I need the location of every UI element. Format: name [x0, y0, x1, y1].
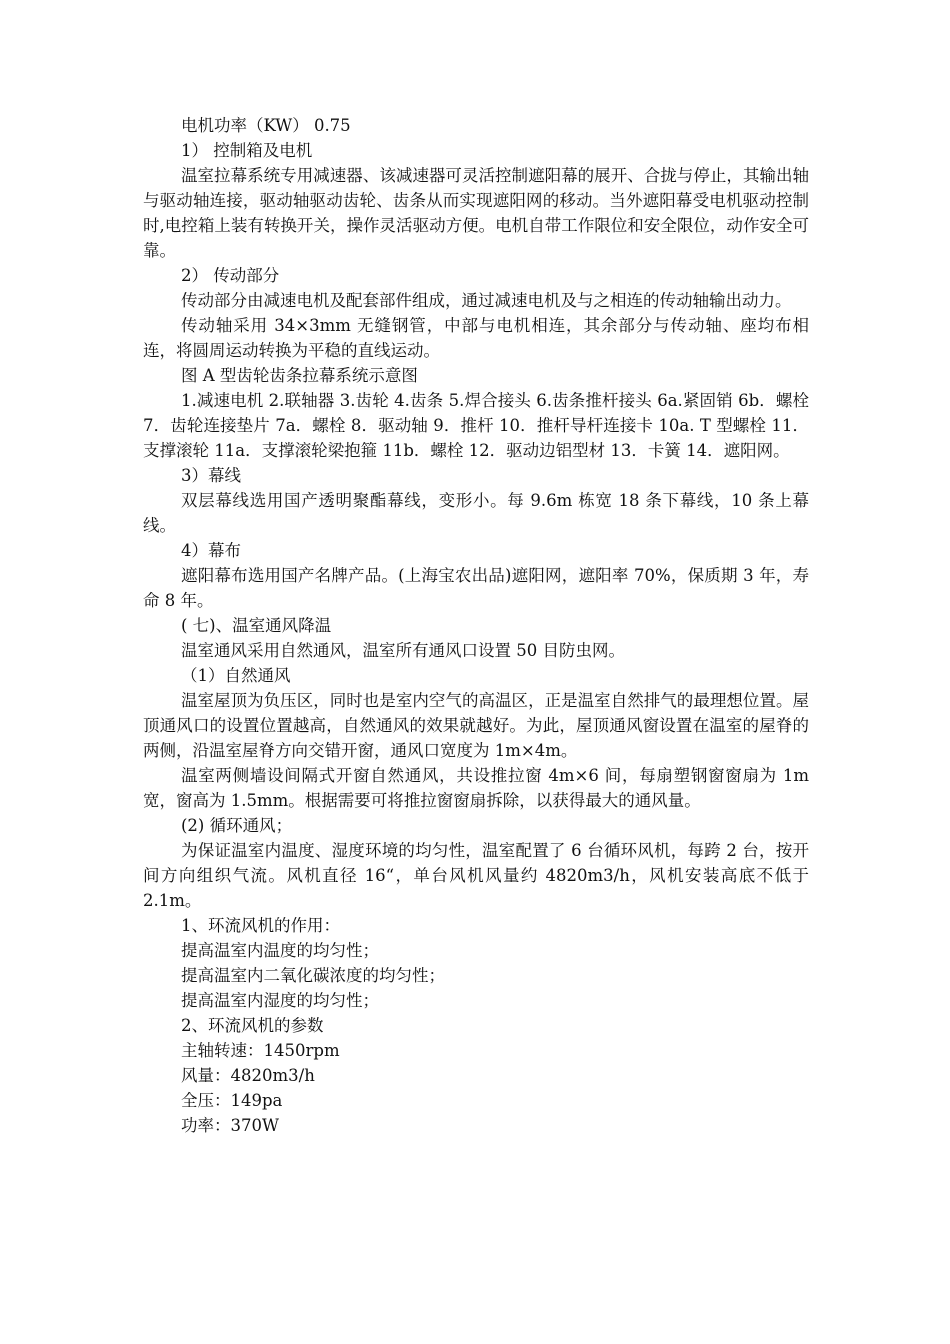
- list-item: 提高温室内湿度的均匀性；: [181, 991, 379, 1010]
- paragraph-curtain-cloth: 遮阳幕布选用国产名牌产品。(上海宝农出品)遮阳网，遮阳率 70%，保质期 3 年，寿命 8 年。: [143, 566, 809, 610]
- parameter-power: 功率：370W: [181, 1116, 279, 1135]
- paragraph-circulation: 为保证温室内温度、湿度环境的均匀性，温室配置了 6 台循环风机，每跨 2 台，按开间方向组织气流。风机直径 16“，单台风机风量约 4820m3/h，风机安装高底不低于 2.1m。: [143, 841, 809, 910]
- paragraph-side-windows: 温室两侧墙设间隔式开窗自然通风，共设推拉窗 4m×6 间，每扇塑钢窗窗扇为 1m 宽，窗高为 1.5mm。根据需要可将推拉窗窗扇拆除，以获得最大的通风量。: [143, 766, 809, 810]
- subsection-heading-circulation: (2) 循环通风；: [181, 816, 293, 835]
- document-body: [143, 113, 809, 1138]
- paragraph-curtain-line: 双层幕线选用国产透明聚酯幕线，变形小。每 9.6m 栋宽 18 条下幕线，10 条上幕线。: [143, 491, 809, 535]
- parameter-air-volume: 风量：4820m3/h: [181, 1066, 315, 1085]
- section-heading-transmission: 2） 传动部分: [181, 266, 280, 285]
- list-heading-fan-functions: 1、环流风机的作用：: [181, 916, 340, 935]
- section-heading-curtain-line: 3）幕线: [181, 466, 241, 485]
- parameter-spindle-speed: 主轴转速：1450rpm: [181, 1041, 340, 1060]
- section-heading-ventilation: ( 七)、温室通风降温: [181, 616, 332, 635]
- figure-legend: 1.减速电机 2.联轴器 3.齿轮 4.齿条 5.焊合接头 6.齿条推杆接头 6a.紧固销 6b．螺栓 7．齿轮连接垫片 7a．螺栓 8．驱动轴 9．推杆 10．推杆导杆连接卡 10a. T 型螺栓 11．支撑滚轮 11a．支撑滚轮梁抱箍 11b．螺栓 12．驱动边铝型材 13．卡簧 14．遮阳网。: [143, 391, 809, 460]
- section-heading-curtain-cloth: 4）幕布: [181, 541, 241, 560]
- list-item: 提高温室内二氧化碳浓度的均匀性；: [181, 966, 445, 985]
- paragraph-transmission: 传动部分由减速电机及配套部件组成，通过减速电机及与之相连的传动轴输出动力。: [181, 291, 792, 310]
- paragraph-drive-shaft: 传动轴采用 34×3mm 无缝钢管，中部与电机相连，其余部分与传动轴、座均布相连，将圆周运动转换为平稳的直线运动。: [143, 316, 809, 360]
- section-heading-control-box: 1） 控制箱及电机: [181, 141, 313, 160]
- motor-power-line: 电机功率（KW） 0.75: [181, 116, 351, 135]
- subsection-heading-natural-ventilation: （1）自然通风: [181, 666, 291, 685]
- list-heading-fan-parameters: 2、环流风机的参数: [181, 1016, 324, 1035]
- parameter-total-pressure: 全压：149pa: [181, 1091, 283, 1110]
- paragraph-ventilation: 温室通风采用自然通风，温室所有通风口设置 50 目防虫网。: [181, 641, 625, 660]
- paragraph-control-box: 温室拉幕系统专用减速器、该减速器可灵活控制遮阳幕的展开、合拢与停止，其输出轴与驱动轴连接，驱动轴驱动齿轮、齿条从而实现遮阳网的移动。当外遮阳幕受电机驱动控制时,电控箱上装有转换开关，操作灵活驱动方便。电机自带工作限位和安全限位，动作安全可靠。: [143, 166, 809, 260]
- paragraph-roof-vents: 温室屋顶为负压区，同时也是室内空气的高温区，正是温室自然排气的最理想位置。屋顶通风口的设置位置越高，自然通风的效果就越好。为此，屋顶通风窗设置在温室的屋脊的两侧，沿温室屋脊方向交错开窗，通风口宽度为 1m×4m。: [143, 691, 809, 760]
- figure-caption: 图 A 型齿轮齿条拉幕系统示意图: [181, 366, 418, 385]
- list-item: 提高温室内温度的均匀性；: [181, 941, 379, 960]
